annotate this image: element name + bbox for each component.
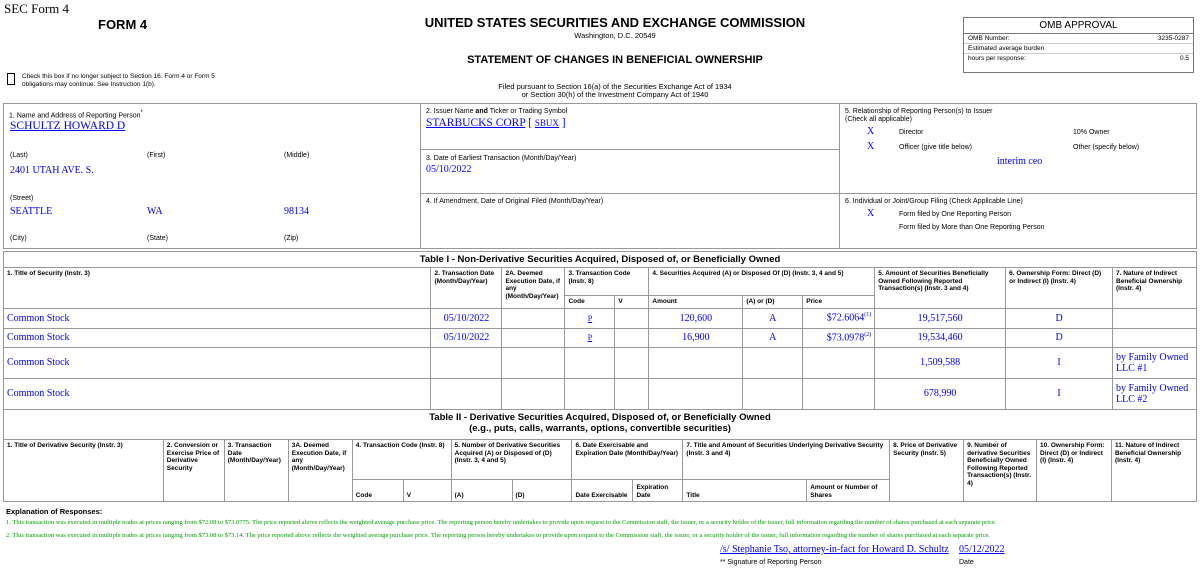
omb-row-label: OMB Number: <box>968 35 1010 42</box>
t2-header-number: 5. Number of Derivative Securities Acquired (A) or Disposed of (D) (Instr. 3, 4 and 5) <box>451 440 572 480</box>
box4-amendment <box>420 193 840 249</box>
owned-following: 678,990 <box>875 378 1006 409</box>
security-title: Common Stock <box>4 378 431 409</box>
deemed-date <box>502 378 565 409</box>
owner10-label: 10% Owner <box>1073 129 1110 136</box>
a-or-d <box>743 378 803 409</box>
single-filer-mark: X <box>867 208 875 219</box>
v-flag <box>615 308 649 328</box>
transaction-code <box>565 378 615 409</box>
footnote-ref: (2) <box>864 331 872 338</box>
filed-line-1: Filed pursuant to Section 16(a) of the Securities Exchange Act of 1934 <box>498 82 732 91</box>
footnote-2: 2. This transaction was executed in multiple trades at prices ranging from $73.08 to $73.14. The price reported above reflects the weighted average purchase price. The reporting person hereby undertakes to provide upon request to the Commission staff, the issuer, or a security holder of the issuer, full information regarding the number of shares purchased at each separate price. <box>6 532 990 539</box>
table2-title-line-2: (e.g., puts, calls, warrants, options, convertible securities) <box>469 423 731 434</box>
box6-label: 6. Individual or Joint/Group Filing (Check Applicable Line) <box>845 198 1023 205</box>
sec-form-label: SEC Form 4 <box>4 1 70 16</box>
t2-sub-title: Title <box>683 480 807 502</box>
statement-title: STATEMENT OF CHANGES IN BENEFICIAL OWNERSHIP <box>467 54 763 66</box>
filed-line-2: or Section 30(h) of the Investment Company Act of 1940 <box>521 90 709 99</box>
section16-checkbox[interactable] <box>7 73 15 85</box>
price <box>803 378 875 409</box>
t1-sub-aord: (A) or (D) <box>743 296 803 309</box>
agency-name: UNITED STATES SECURITIES AND EXCHANGE COMMISSION <box>424 15 806 30</box>
officer-mark: X <box>867 141 875 152</box>
price: $73.0978$^{(2)}$ <box>803 328 875 347</box>
nature-of-ownership: by Family Owned LLC #2 <box>1113 378 1197 409</box>
t1-header-owned: 5. Amount of Securities Beneficially Owned Following Reported Transaction(s) (Instr. 3 and 4) <box>875 268 1006 309</box>
a-or-d: A <box>743 328 803 347</box>
signature-link[interactable]: /s/ Stephanie Tso, attorney-in-fact for Howard D. Schultz <box>720 544 949 555</box>
nature-of-ownership: by Family Owned LLC #1 <box>1113 347 1197 378</box>
city-label: (City) <box>10 235 27 242</box>
t2-sub-expiration: Expiration Date <box>633 480 683 502</box>
omb-approval-box <box>963 17 1194 73</box>
security-title: Common Stock <box>4 328 431 347</box>
security-title: Common Stock <box>4 347 431 378</box>
last-label: (Last) <box>10 152 28 159</box>
omb-row <box>964 34 1193 44</box>
t2-header-nature: 11. Nature of Indirect Beneficial Ownership (Instr. 4) <box>1111 440 1196 502</box>
street-value: 2401 UTAH AVE. S. <box>10 165 94 176</box>
zip-label: (Zip) <box>284 235 299 242</box>
a-or-d: A <box>743 308 803 328</box>
transaction-date <box>431 378 502 409</box>
deemed-date <box>502 308 565 328</box>
t2-header-exercisable: 6. Date Exercisable and Expiration Date (Month/Day/Year) <box>572 440 683 480</box>
middle-label: (Middle) <box>284 152 310 159</box>
t1-sub-price: Price <box>803 296 875 309</box>
transaction-code-link[interactable]: P <box>565 308 615 328</box>
t1-header-title: 1. Title of Security (Instr. 3) <box>4 268 431 309</box>
t1-header-form: 6. Ownership Form: Direct (D) or Indirect (I) (Instr. 4) <box>1006 268 1113 309</box>
deemed-date <box>502 347 565 378</box>
table-row <box>4 378 1197 409</box>
state-label: (State) <box>147 235 169 242</box>
street-label: (Street) <box>10 195 34 202</box>
t1-header-date: 2. Transaction Date (Month/Day/Year) <box>431 268 502 309</box>
director-mark: X <box>867 126 875 137</box>
explanation-title: Explanation of Responses: <box>6 507 103 516</box>
amount: 120,600 <box>649 308 743 328</box>
box1-label: 1. Name and Address of Reporting Person* <box>9 110 143 120</box>
officer-title: interim ceo <box>997 156 1043 167</box>
box2-label: 2. Issuer Name and Ticker or Trading Symbol <box>426 108 568 115</box>
omb-row <box>964 54 1193 64</box>
date-label: Date <box>959 559 974 566</box>
t1-header-deemed: 2A. Deemed Execution Date, if any (Month/Day/Year) <box>502 268 565 309</box>
form-title: FORM 4 <box>98 17 148 32</box>
ownership-form: D <box>1006 308 1113 328</box>
group-filer-label: Form filed by More than One Reporting Person <box>899 224 1045 231</box>
amount <box>649 378 743 409</box>
transaction-date: 05/10/2022 <box>431 308 502 328</box>
table-row <box>4 347 1197 378</box>
director-label: Director <box>899 129 924 136</box>
t1-sub-amount: Amount <box>649 296 743 309</box>
t1-sub-v: V <box>615 296 649 309</box>
t2-sub-a: (A) <box>451 480 512 502</box>
t2-sub-code: Code <box>352 480 403 502</box>
table2-title <box>4 410 1197 440</box>
t1-header-securities: 4. Securities Acquired (A) or Disposed Of (D) (Instr. 3, 4 and 5) <box>649 268 875 296</box>
t2-header-underlying: 7. Title and Amount of Securities Underlying Derivative Security (Instr. 3 and 4) <box>683 440 890 480</box>
officer-label: Officer (give title below) <box>899 144 973 151</box>
price <box>803 347 875 378</box>
security-title: Common Stock <box>4 308 431 328</box>
t2-sub-d: (D) <box>512 480 572 502</box>
t2-header-date: 3. Transaction Date (Month/Day/Year) <box>224 440 288 502</box>
section16-checkbox-label: Check this box if no longer subject to Section 16. Form 4 or Form 5 obligations may continue. See Instruction 1(b). <box>22 73 215 88</box>
omb-row-value: 0.5 <box>1179 55 1189 62</box>
omb-row-label: hours per response: <box>968 55 1026 62</box>
footnote-ref: (1) <box>864 312 872 319</box>
ownership-form: I <box>1006 347 1113 378</box>
ticker-link[interactable]: SBUX <box>534 118 559 128</box>
table1-non-derivative <box>3 251 1197 410</box>
transaction-date <box>431 347 502 378</box>
omb-row-label: Estimated average burden <box>968 45 1045 52</box>
t2-header-owned: 9. Number of derivative Securities Beneficially Owned Following Reported Transaction(s) (Instr. 4) <box>964 440 1037 502</box>
ownership-form: I <box>1006 378 1113 409</box>
omb-row <box>964 44 1193 54</box>
transaction-date: 05/10/2022 <box>431 328 502 347</box>
footnote-1: 1. This transaction was executed in multiple trades at prices ranging from $72.08 to $73.0775. The price reported above reflects the weighted average purchase price. The reporting person hereby undertakes to provide upon request to the Commission staff, the issuer, or a security holder of the issuer, full information regarding the number of shares purchased at each separate price. <box>6 519 997 526</box>
table2-derivative <box>3 409 1197 502</box>
other-label: Other (specify below) <box>1073 144 1140 151</box>
nature-of-ownership <box>1113 328 1197 347</box>
v-flag <box>615 378 649 409</box>
deemed-date <box>502 328 565 347</box>
omb-row-value: 3235-0287 <box>1157 35 1189 42</box>
signature-label: ** Signature of Reporting Person <box>720 559 822 566</box>
owned-following: 1,509,588 <box>875 347 1006 378</box>
t2-sub-amount: Amount or Number of Shares <box>807 480 890 502</box>
t1-sub-code: Code <box>565 296 615 309</box>
single-filer-label: Form filed by One Reporting Person <box>899 211 1012 218</box>
box4-label: 4. If Amendment, Date of Original Filed (Month/Day/Year) <box>426 198 604 205</box>
box5-label-1: 5. Relationship of Reporting Person(s) to Issuer <box>845 108 993 115</box>
zip-value: 98134 <box>284 206 309 217</box>
amount <box>649 347 743 378</box>
reporting-person-name-link[interactable]: SCHULTZ HOWARD D <box>10 120 126 132</box>
omb-title: OMB APPROVAL <box>964 18 1193 34</box>
v-flag <box>615 347 649 378</box>
amount: 16,900 <box>649 328 743 347</box>
t1-header-code: 3. Transaction Code (Instr. 8) <box>565 268 649 296</box>
agency-address: Washington, D.C. 20549 <box>574 31 656 40</box>
transaction-code-link[interactable]: P <box>565 328 615 347</box>
owned-following: 19,534,460 <box>875 328 1006 347</box>
owned-following: 19,517,560 <box>875 308 1006 328</box>
box3-earliest-transaction <box>420 149 840 194</box>
box6-filing <box>839 193 1197 249</box>
t2-header-code: 4. Transaction Code (Instr. 8) <box>352 440 451 480</box>
first-label: (First) <box>147 152 166 159</box>
t2-header-price: 8. Price of Derivative Security (Instr. 5) <box>890 440 964 502</box>
t1-header-nature: 7. Nature of Indirect Beneficial Ownership (Instr. 4) <box>1113 268 1197 309</box>
t2-header-title: 1. Title of Derivative Security (Instr. 3) <box>4 440 164 502</box>
t2-sub-v: V <box>403 480 451 502</box>
box2-issuer <box>420 103 840 150</box>
ownership-form: D <box>1006 328 1113 347</box>
signature-date-link[interactable]: 05/12/2022 <box>959 544 1005 555</box>
t2-header-deemed: 3A. Deemed Execution Date, if any (Month/Day/Year) <box>288 440 352 502</box>
table2-title-line-1: Table II - Derivative Securities Acquired, Disposed of, or Beneficially Owned <box>429 412 771 423</box>
table-row <box>4 308 1197 328</box>
issuer-name-link[interactable]: STARBUCKS CORP <box>426 117 526 129</box>
t2-header-conversion: 2. Conversion or Exercise Price of Derivative Security <box>163 440 224 502</box>
earliest-transaction-date: 05/10/2022 <box>426 164 472 175</box>
box5-label-2: (Check all applicable) <box>845 116 912 123</box>
issuer-line: STARBUCKS CORP [ SBUX ] <box>426 117 566 129</box>
transaction-code <box>565 347 615 378</box>
box5-relationship <box>839 103 1197 194</box>
box3-label: 3. Date of Earliest Transaction (Month/Day/Year) <box>426 155 577 162</box>
t2-header-form: 10. Ownership Form: Direct (D) or Indirect (I) (Instr. 4) <box>1037 440 1112 502</box>
a-or-d <box>743 347 803 378</box>
table1-title: Table I - Non-Derivative Securities Acquired, Disposed of, or Beneficially Owned <box>4 252 1197 268</box>
t2-sub-exercisable: Date Exercisable <box>572 480 633 502</box>
box1-reporting-person <box>3 103 421 249</box>
price: $72.6064$^{(1)}$ <box>803 308 875 328</box>
city-value: SEATTLE <box>10 206 53 217</box>
v-flag <box>615 328 649 347</box>
table-row <box>4 328 1197 347</box>
state-value: WA <box>147 206 163 217</box>
nature-of-ownership <box>1113 308 1197 328</box>
